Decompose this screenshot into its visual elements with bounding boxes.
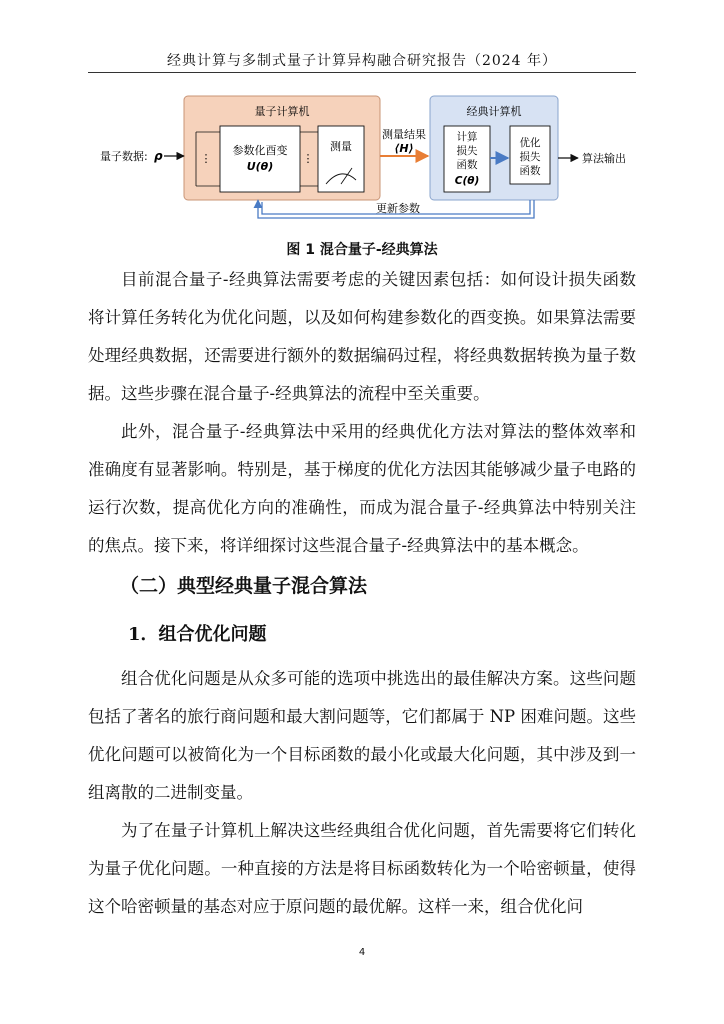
quantum-computer-title: 量子计算机: [254, 105, 310, 118]
optimize-label-line: 损失: [519, 151, 541, 163]
figure-caption: 图 1 混合量子-经典算法: [286, 242, 438, 258]
wire-ellipsis: ⋮: [302, 152, 314, 165]
section-heading: （二）典型经典量子混合算法: [120, 575, 368, 597]
measure-result-symbol: ⟨H⟩: [394, 142, 414, 155]
loss-label-line: 计算: [456, 131, 478, 143]
wire-ellipsis: ⋮: [200, 152, 212, 165]
subsection-heading: 1．组合优化问题: [128, 624, 267, 645]
hybrid-algorithm-figure: [98, 92, 638, 228]
running-header: 经典计算与多制式量子计算异构融合研究报告（2024 年）: [166, 53, 558, 69]
paragraph: 组合优化问题是从众多可能的选项中挑选出的最佳解决方案。这些问题包括了著名的旅行商问题和最大割问题等，它们都属于 NP 困难问题。这些优化问题可以被简化为一个目标函数的最小化或最大化问题，其中涉及到一组离散的二进制变量。: [88, 669, 636, 802]
output-label: 算法输出: [582, 152, 626, 165]
measure-label: 测量: [330, 140, 352, 153]
page-number: 4: [358, 947, 366, 958]
rho-symbol: ρ: [154, 149, 163, 163]
header-rule: [88, 72, 636, 73]
optimize-label-line: 优化: [519, 137, 541, 149]
loss-label-line: 函数: [456, 159, 478, 171]
optimize-label-line: 函数: [519, 165, 541, 177]
update-params-label: 更新参数: [376, 202, 420, 215]
unitary-box: [220, 126, 300, 192]
measure-result-label: 测量结果: [382, 128, 426, 141]
loss-label-line: 损失: [456, 145, 478, 157]
classical-computer-title: 经典计算机: [466, 105, 522, 118]
unitary-label: 参数化酉变: [232, 144, 288, 157]
unitary-symbol: U(θ): [246, 160, 274, 173]
paragraph: 为了在量子计算机上解决这些经典组合优化问题，首先需要将它们转化为量子优化问题。一种直接的方法是将目标函数转化为一个哈密顿量，使得这个哈密顿量的基态对应于原问题的最优解。这样一来，组合优化问: [88, 821, 636, 916]
paragraph: 此外，混合量子-经典算法中采用的经典优化方法对算法的整体效率和准确度有显著影响。特别是，基于梯度的优化方法因其能够减少量子电路的运行次数，提高优化方向的准确性，而成为混合量子-经典算法中特别关注的焦点。接下来，将详细探讨这些混合量子-经典算法中的基本概念。: [88, 422, 636, 555]
quantum-data-label: 量子数据:: [100, 150, 148, 163]
measure-box: [318, 126, 364, 192]
loss-symbol: C(θ): [454, 175, 480, 187]
paragraph: 目前混合量子-经典算法需要考虑的关键因素包括：如何设计损失函数将计算任务转化为优化问题，以及如何构建参数化的酉变换。如果算法需要处理经典数据，还需要进行额外的数据编码过程，将经典数据转换为量子数据。这些步骤在混合量子-经典算法的流程中至关重要。: [88, 270, 636, 403]
